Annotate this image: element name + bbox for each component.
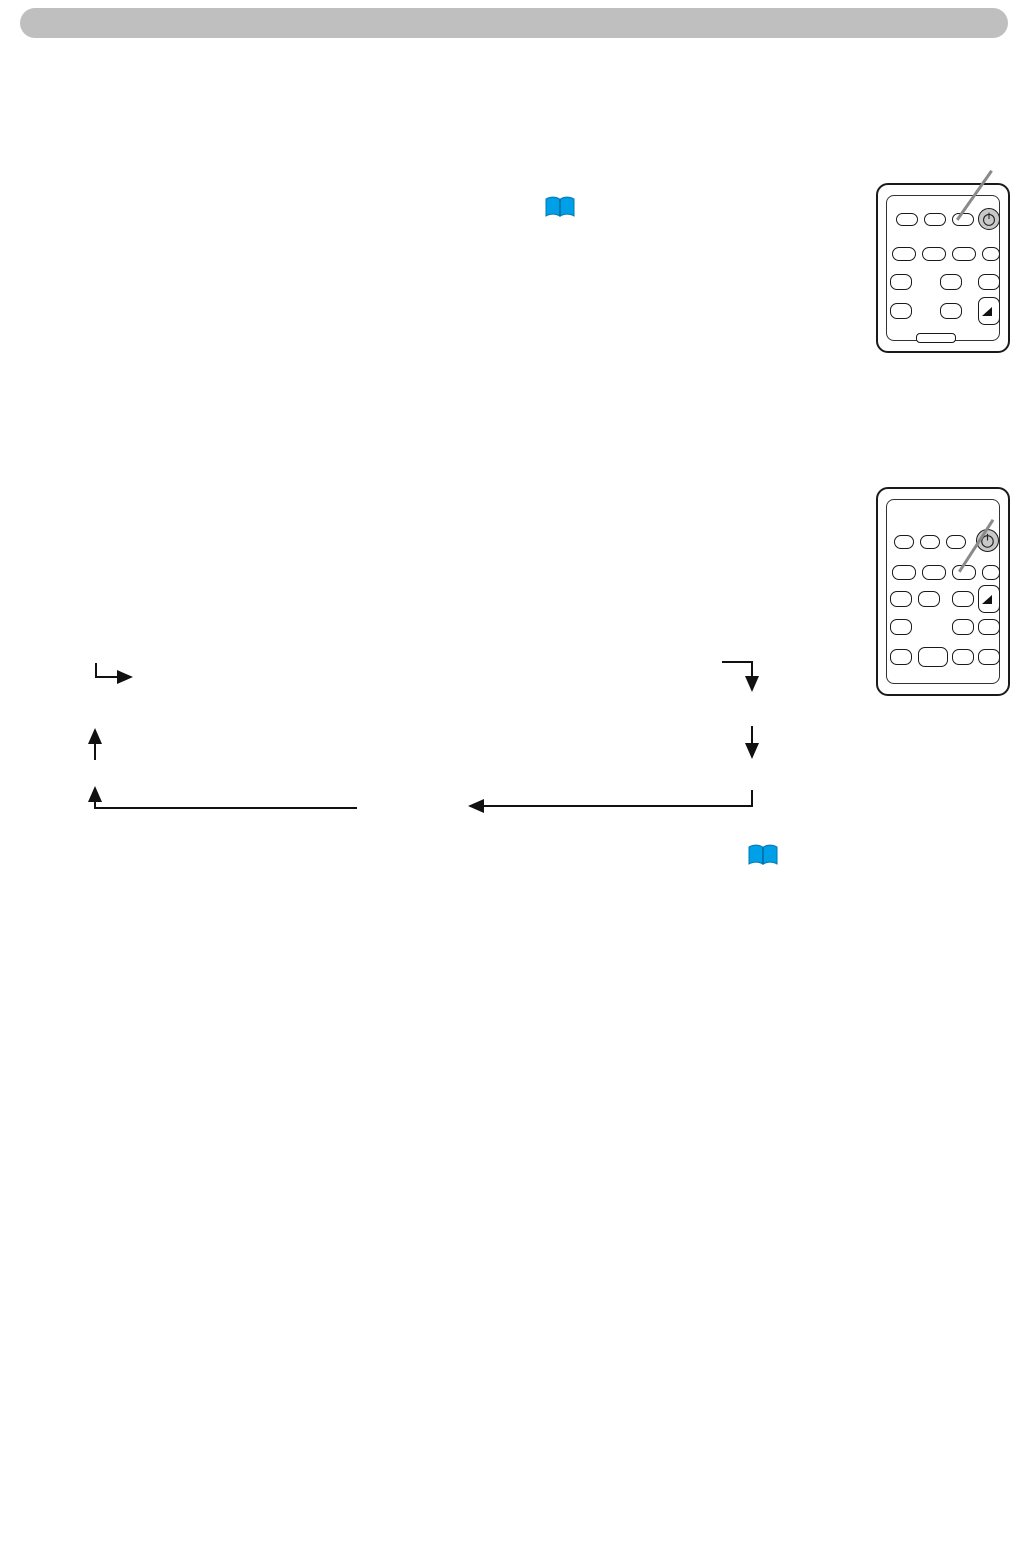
remote-button[interactable] — [890, 274, 912, 290]
arrow-down-right — [722, 662, 752, 690]
triangle-icon — [980, 593, 996, 607]
arrow-right-entry — [96, 663, 131, 677]
remote-control-top — [876, 183, 1010, 353]
remote-button[interactable] — [952, 619, 974, 635]
remote-control-bottom — [876, 487, 1010, 696]
remote-button[interactable] — [982, 565, 1000, 580]
remote-button[interactable] — [890, 303, 912, 319]
remote-button[interactable] — [982, 247, 1000, 261]
remote-button[interactable] — [896, 213, 918, 226]
remote-button[interactable] — [978, 649, 1000, 665]
triangle-icon — [980, 305, 996, 319]
remote-button[interactable] — [978, 274, 1000, 290]
remote-button[interactable] — [918, 591, 940, 607]
arrow-up-return — [95, 788, 357, 808]
remote-button[interactable] — [894, 535, 914, 549]
remote-button[interactable] — [890, 649, 912, 665]
remote-button[interactable] — [892, 247, 916, 261]
remote-button[interactable] — [946, 535, 966, 549]
book-icon — [545, 196, 575, 218]
remote-button[interactable] — [940, 274, 962, 290]
remote-button[interactable] — [922, 565, 946, 580]
book-icon — [748, 844, 778, 866]
remote-button[interactable] — [916, 333, 956, 343]
remote-button[interactable] — [892, 565, 916, 580]
remote-button[interactable] — [952, 247, 976, 261]
page-header-bar — [20, 8, 1008, 38]
remote-button[interactable] — [922, 247, 946, 261]
remote-button[interactable] — [920, 535, 940, 549]
remote-button[interactable] — [924, 213, 946, 226]
arrow-left-return — [470, 790, 752, 806]
remote-button[interactable] — [918, 647, 948, 667]
remote-button[interactable] — [978, 619, 1000, 635]
power-button[interactable] — [978, 208, 1000, 230]
remote-button[interactable] — [952, 591, 974, 607]
remote-button[interactable] — [890, 591, 912, 607]
remote-button[interactable] — [940, 303, 962, 319]
remote-button[interactable] — [890, 619, 912, 635]
remote-button[interactable] — [952, 649, 974, 665]
standby-on-button[interactable] — [952, 213, 974, 226]
power-icon — [979, 209, 999, 229]
